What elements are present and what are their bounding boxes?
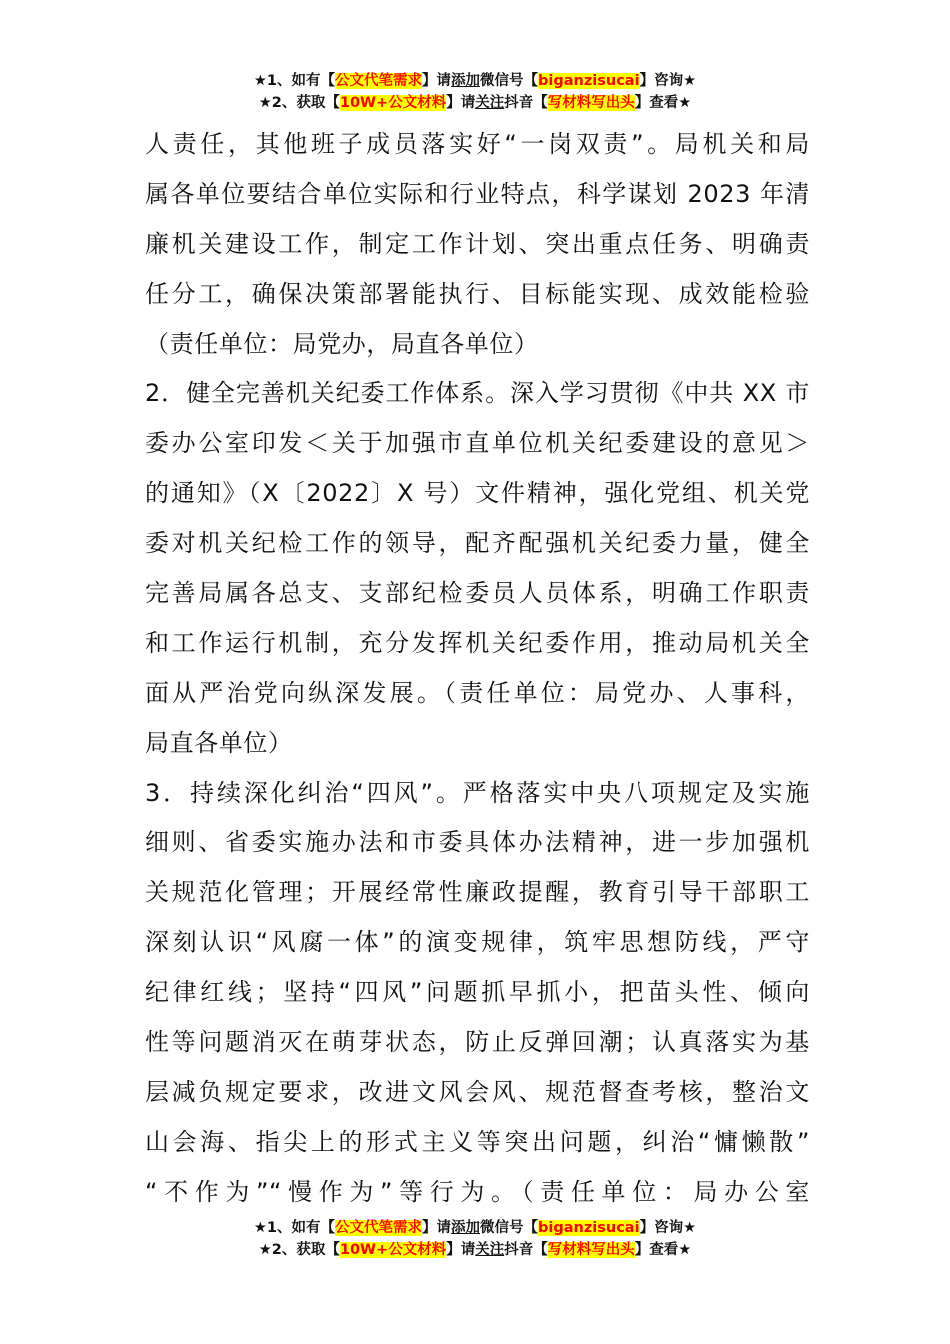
footer-line-1-highlight-wechat: biganzisucai bbox=[538, 1220, 640, 1236]
footer-line-1-mid: 】请 bbox=[422, 1220, 452, 1236]
header-line-1-mid2: 微信号【 bbox=[480, 73, 539, 89]
footer-line-1-highlight-service: 公文代笔需求 bbox=[335, 1220, 423, 1236]
footer-line-1 bbox=[0, 1217, 950, 1239]
footer-line-2-mid: 】请 bbox=[446, 1242, 476, 1258]
header-line-1-suffix: 】咨询★ bbox=[639, 73, 697, 89]
footer-line-1-mid2: 微信号【 bbox=[480, 1220, 539, 1236]
header-line-1-highlight-service: 公文代笔需求 bbox=[335, 73, 423, 89]
body-line-item-3-heading: 3．持续深化纠治“四风”。严格落实中央八项规定及实施 bbox=[145, 778, 810, 807]
document-body bbox=[145, 120, 810, 1218]
body-line: 任分工，确保决策部署能执行、目标能实现、成效能检验 bbox=[145, 279, 810, 308]
body-line: 性等问题消灭在萌芽状态，防止反弹回潮；认真落实为基 bbox=[145, 1028, 810, 1057]
body-line: 深刻认识“风腐一体”的演变规律，筑牢思想防线，严守 bbox=[145, 928, 810, 957]
footer-line-2-underlined: 关注 bbox=[475, 1242, 505, 1258]
header-line-2-underlined: 关注 bbox=[475, 95, 505, 111]
body-line: 人责任，其他班子成员落实好“一岗双责”。局机关和局 bbox=[145, 130, 810, 158]
body-line: 面从严治党向纵深发展。（责任单位：局党办、人事科， bbox=[145, 678, 810, 707]
footer-line-2-mid2: 抖音【 bbox=[504, 1242, 548, 1258]
header-line-2-highlight-douyin: 写材料写出头 bbox=[547, 95, 635, 111]
body-line: 廉机关建设工作，制定工作计划、突出重点任务、明确责 bbox=[145, 229, 810, 258]
header-banner bbox=[0, 70, 950, 114]
body-line: 层减负规定要求，改进文风会风、规范督查考核，整治文 bbox=[145, 1077, 810, 1106]
footer-line-1-prefix: ★1、如有【 bbox=[253, 1220, 336, 1236]
body-line: “不作为”“慢作为”等行为。（责任单位：局办公室 bbox=[145, 1177, 810, 1206]
header-line-2-prefix: ★2、获取【 bbox=[258, 95, 340, 111]
footer-line-2-prefix: ★2、获取【 bbox=[258, 1242, 340, 1258]
body-line: 完善局属各总支、支部纪检委员人员体系，明确工作职责 bbox=[145, 579, 810, 608]
header-line-2 bbox=[0, 92, 950, 114]
header-line-1-mid: 】请 bbox=[422, 73, 452, 89]
body-line: 委办公室印发＜关于加强市直单位机关纪委建设的意见＞ bbox=[145, 429, 810, 458]
body-line: 和工作运行机制，充分发挥机关纪委作用，推动局机关全 bbox=[145, 628, 810, 657]
footer-banner bbox=[0, 1217, 950, 1261]
footer-line-1-suffix: 】咨询★ bbox=[639, 1220, 697, 1236]
body-line: 的通知》（X〔2022〕X 号）文件精神，强化党组、机关党 bbox=[145, 479, 810, 508]
header-line-2-highlight-materials: 10W+公文材料 bbox=[339, 95, 447, 111]
header-line-1 bbox=[0, 70, 950, 92]
header-line-2-suffix: 】查看★ bbox=[634, 95, 692, 111]
body-line: 细则、省委实施办法和市委具体办法精神，进一步加强机 bbox=[145, 828, 810, 857]
footer-line-2-highlight-materials: 10W+公文材料 bbox=[339, 1242, 447, 1258]
header-line-1-underlined: 添加 bbox=[451, 73, 481, 89]
footer-line-1-underlined: 添加 bbox=[451, 1220, 481, 1236]
footer-line-2-suffix: 】查看★ bbox=[634, 1242, 692, 1258]
body-line: 委对机关纪检工作的领导，配齐配强机关纪委力量，健全 bbox=[145, 529, 810, 558]
header-line-1-prefix: ★1、如有【 bbox=[253, 73, 336, 89]
footer-line-2-highlight-douyin: 写材料写出头 bbox=[547, 1242, 635, 1258]
body-line-item-2-heading: 2．健全完善机关纪委工作体系。深入学习贯彻《中共 XX 市 bbox=[145, 379, 810, 408]
body-line: 关规范化管理；开展经常性廉政提醒，教育引导干部职工 bbox=[145, 878, 810, 907]
body-line: 山会海、指尖上的形式主义等突出问题，纠治“慵懒散” bbox=[145, 1127, 810, 1156]
body-line: 纪律红线；坚持“四风”问题抓早抓小，把苗头性、倾向 bbox=[145, 978, 810, 1007]
body-line: （责任单位：局党办，局直各单位） bbox=[145, 329, 539, 358]
header-line-1-highlight-wechat: biganzisucai bbox=[538, 73, 640, 89]
header-line-2-mid: 】请 bbox=[446, 95, 476, 111]
body-line: 局直各单位） bbox=[145, 728, 293, 757]
header-line-2-mid2: 抖音【 bbox=[504, 95, 548, 111]
body-line: 属各单位要结合单位实际和行业特点，科学谋划 2023 年清 bbox=[145, 179, 810, 208]
footer-line-2 bbox=[0, 1239, 950, 1261]
